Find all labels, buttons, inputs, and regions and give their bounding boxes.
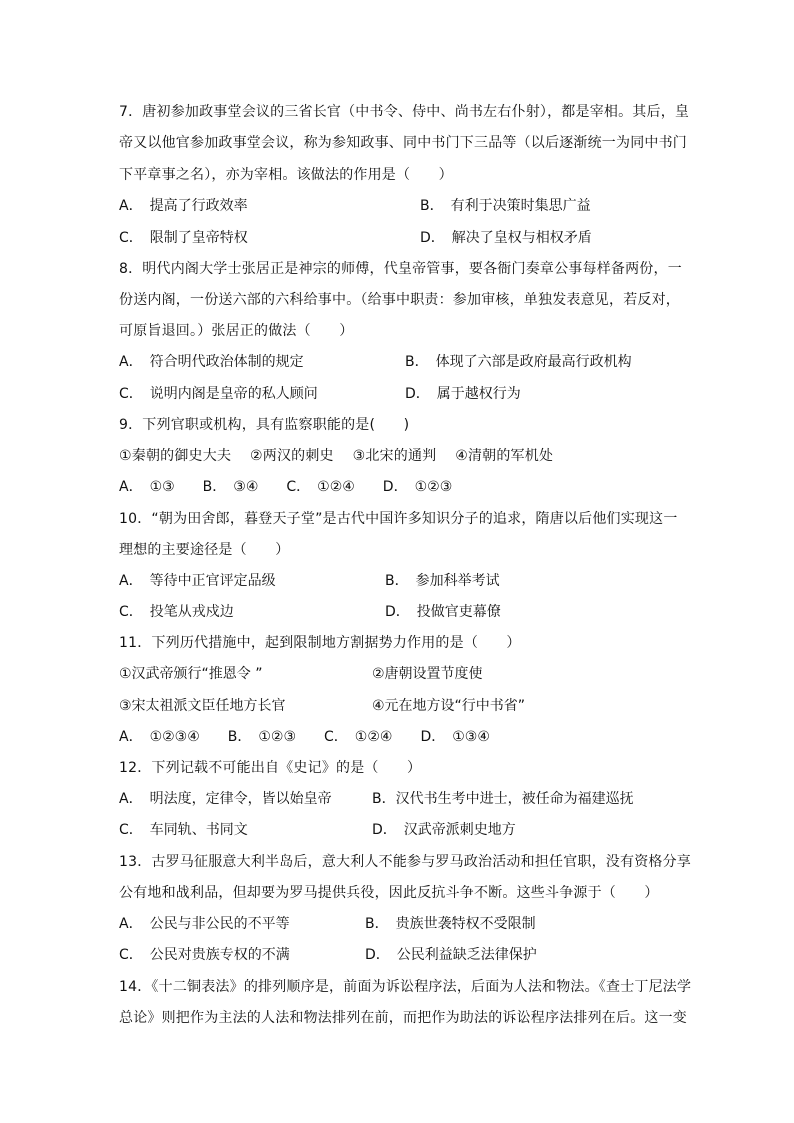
q10-option-c[interactable]: C． 投笔从戎戍边 bbox=[119, 604, 234, 620]
q10-option-b[interactable]: B． 参加科举考试 bbox=[385, 573, 500, 589]
q8-stem-line-1: 8．明代内阁大学士张居正是神宗的师傅，代皇帝管事，要各衙门奏章公事每样备两份，一 bbox=[119, 261, 682, 277]
q7-option-c[interactable]: C． 限制了皇帝特权 bbox=[119, 230, 248, 246]
q9-options[interactable]: A． ①③ B． ③④ C． ①②④ D． ①②③ bbox=[119, 479, 453, 495]
q13-option-c[interactable]: C． 公民对贵族专权的不满 bbox=[119, 947, 290, 963]
q11-options[interactable]: A． ①②③④ B． ①②③ C． ①②④ D． ①③④ bbox=[119, 729, 490, 745]
q13-stem-line-1: 13．古罗马征服意大利半岛后，意大利人不能参与罗马政治活动和担任官职，没有资格分享 bbox=[119, 854, 692, 870]
q12-option-d[interactable]: D． 汉武帝派刺史地方 bbox=[372, 822, 516, 838]
q7-option-d[interactable]: D． 解决了皇权与相权矛盾 bbox=[420, 230, 592, 246]
q8-stem-line-2: 份送内阁，一份送六部的六科给事中。（给事中职责：参加审核，单独发表意见，若反对， bbox=[119, 292, 680, 308]
q8-option-b[interactable]: B． 体现了六部是政府最高行政机构 bbox=[405, 354, 632, 370]
q7-stem-line-1: 7．唐初参加政事堂会议的三省长官（中书令、侍中、尚书左右仆射），都是宰相。其后，皇 bbox=[119, 104, 690, 120]
q13-option-b[interactable]: B． 贵族世袭特权不受限制 bbox=[365, 916, 536, 932]
q7-option-a[interactable]: A． 提高了行政效率 bbox=[119, 198, 248, 214]
q10-option-a[interactable]: A． 等待中正官评定品级 bbox=[119, 573, 276, 589]
q14-stem-line-1: 14．《十二铜表法》的排列顺序是，前面为诉讼程序法，后面为人法和物法。《查士丁尼法学 bbox=[119, 979, 692, 995]
q9-stem: 9．下列官职或机构，具有监察职能的是( ) bbox=[119, 417, 410, 433]
q10-option-d[interactable]: D． 投做官吏幕僚 bbox=[385, 604, 501, 620]
q8-option-c[interactable]: C． 说明内阁是皇帝的私人顾问 bbox=[119, 386, 318, 402]
q8-option-d[interactable]: D． 属于越权行为 bbox=[405, 386, 521, 402]
q7-stem-line-2: 帝又以他官参加政事堂会议，称为参知政事、同中书门下三品等（以后逐渐统一为同中书门 bbox=[119, 135, 687, 151]
q11-item-3: ③宋太祖派文臣任地方长官 bbox=[119, 698, 286, 714]
q11-item-2: ②唐朝设置节度使 bbox=[372, 666, 483, 682]
q10-stem-line-1: 10．“朝为田舍郎，暮登天子堂”是古代中国许多知识分子的追求，隋唐以后他们实现这一 bbox=[119, 511, 678, 527]
q12-stem: 12．下列记载不可能出自《史记》的是（ ） bbox=[119, 760, 422, 776]
q12-option-c[interactable]: C． 车同轨、书同文 bbox=[119, 822, 248, 838]
q9-items: ①秦朝的御史大夫 ②两汉的刺史 ③北宋的通判 ④清朝的军机处 bbox=[119, 448, 554, 464]
q12-option-a[interactable]: A． 明法度，定律令，皆以始皇帝 bbox=[119, 791, 332, 807]
q13-option-a[interactable]: A． 公民与非公民的不平等 bbox=[119, 916, 290, 932]
q8-option-a[interactable]: A． 符合明代政治体制的规定 bbox=[119, 354, 304, 370]
q11-item-1: ①汉武帝颁行“推恩令 ” bbox=[119, 666, 263, 682]
q13-option-d[interactable]: D． 公民利益缺乏法律保护 bbox=[365, 947, 537, 963]
q7-option-b[interactable]: B． 有利于决策时集思广益 bbox=[420, 198, 591, 214]
q13-stem-line-2: 公有地和战利品，但却要为罗马提供兵役，因此反抗斗争不断。这些斗争源于（ ） bbox=[119, 885, 659, 901]
q12-option-b[interactable]: B．汉代书生考中进士，被任命为福建巡抚 bbox=[372, 791, 634, 807]
q11-stem: 11．下列历代措施中，起到限制地方割据势力作用的是（ ） bbox=[119, 635, 521, 651]
q11-item-4: ④元在地方设“行中书省” bbox=[372, 698, 526, 714]
q8-stem-line-3: 可原旨退回。）张居正的做法（ ） bbox=[119, 323, 354, 339]
q7-stem-line-3: 下平章事之名），亦为宰相。该做法的作用是（ ） bbox=[119, 167, 453, 183]
q14-stem-line-2: 总论》则把作为主法的人法和物法排列在前，而把作为助法的诉讼程序法排列在后。这一变 bbox=[119, 1010, 687, 1026]
q10-stem-line-2: 理想的主要途径是（ ） bbox=[119, 542, 290, 558]
